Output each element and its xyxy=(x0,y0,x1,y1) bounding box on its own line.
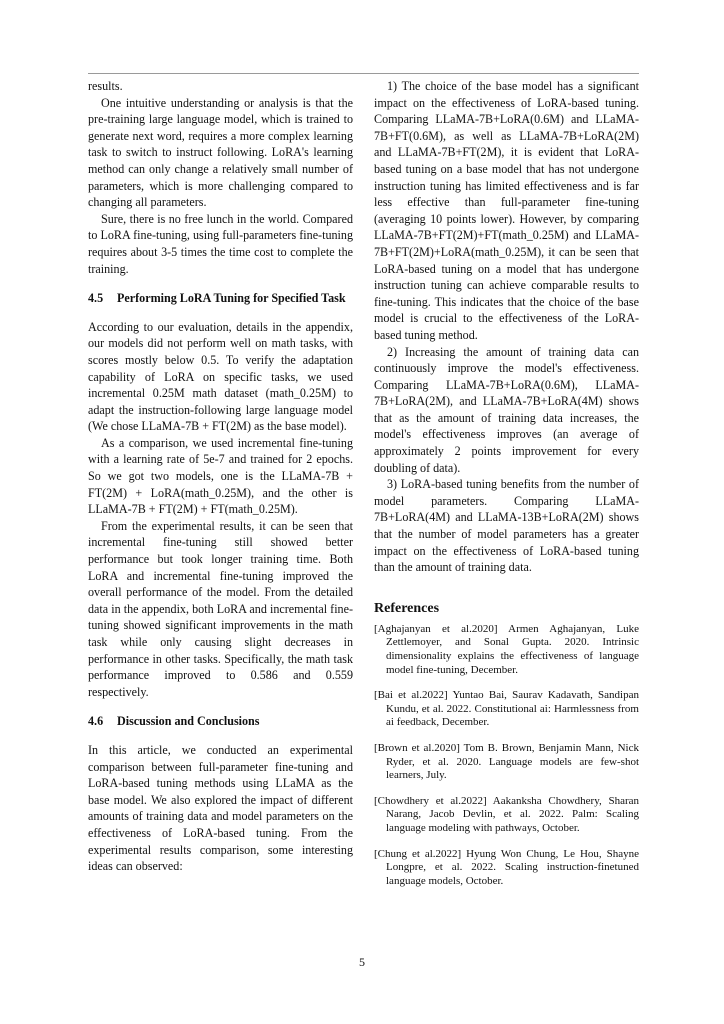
reference-item: [Brown et al.2020] Tom B. Brown, Benjamin Mann, Nick Ryder, et al. 2020. Language models are few-shot learners, July. xyxy=(374,741,639,782)
section-title: Performing LoRA Tuning for Specified Task xyxy=(117,291,346,306)
reference-item: [Aghajanyan et al.2020] Armen Aghajanyan, Luke Zettlemoyer, and Sonal Gupta. 2020. Intrinsic dimensionality explains the effectiveness of language model fine-tuning, December. xyxy=(374,622,639,676)
paragraph-evaluation: According to our evaluation, details in the appendix, our models did not perform well on math tasks, with scores mostly below 0.5. To verify the adaptation capability of LoRA on specific tasks, we used incremental 0.25M math dataset (math_0.25M) to adapt the instruction-following large language model (We chose LLaMA-7B + FT(2M) as the base model). xyxy=(88,319,353,434)
paragraph-finding-parameters: 3) LoRA-based tuning benefits from the number of model parameters. Comparing LLaMA-7B+LoRA(4M) and LLaMA-13B+LoRA(2M) shows that the number of model parameters has a greater impact on the effectiveness of LoRA-based tuning than the amount of training data. xyxy=(374,477,639,575)
section-4-6-heading xyxy=(88,713,353,730)
paragraph-free-lunch: Sure, there is no free lunch in the world. Compared to LoRA fine-tuning, using full-parameters fine-tuning requires about 3-5 times the time cost to complete the training. xyxy=(88,211,353,276)
header-rule xyxy=(88,73,639,74)
paragraph-comparison: As a comparison, we used incremental fine-tuning with a learning rate of 5e-7 and trained for 2 epochs. So we got two models, one is the LLaMA-7B + FT(2M) + LoRA(math_0.25M), and the other is LLaMA-7B + FT(2M) + FT(math_0.25M). xyxy=(88,435,353,517)
paragraph-conclusions-intro: In this article, we conducted an experimental comparison between full-parameter fine-tuning and LoRA-based tuning methods using LLaMA as the base model. We also explored the impact of different amounts of training data and model parameters on the effectiveness of LoRA-based tuning. From the experimental results comparison, some interesting ideas can observed: xyxy=(88,742,353,874)
section-number: 4.6 xyxy=(88,714,104,729)
reference-item: [Chowdhery et al.2022] Aakanksha Chowdhery, Sharan Narang, Jacob Devlin, et al. 2022. Palm: Scaling language modeling with pathways, October. xyxy=(374,794,639,834)
reference-item: [Chung et al.2022] Hyung Won Chung, Le Hou, Shayne Longpre, et al. 2022. Scaling instruction-finetuned language models, October. xyxy=(374,847,639,887)
paragraph-finding-base-model: 1) The choice of the base model has a significant impact on the effectiveness of LoRA-based tuning. Comparing LLaMA-7B+LoRA(0.6M) and LLaMA-7B+FT(0.6M), as well as LLaMA-7B+LoRA(2M) and LLaMA-7B+FT(2M), it is evident that LoRA-based tuning on a base model that has not undergone instruction tuning has limited effectiveness and is far less effective than full-parameter fine-tuning (averaging 10 points lower). However, by comparing LLaMA-7B+FT(2M)+FT(math_0.25M) and LLaMA-7B+FT(2M)+LoRA(math_0.25M), it can be seen that LoRA-based tuning on a model that has undergone instruction tuning can achieve comparable results to fine-tuning. This indicates that the choice of the base model is crucial to the effectiveness of the LoRA-based tuning method. xyxy=(374,79,639,342)
reference-item: [Bai et al.2022] Yuntao Bai, Saurav Kadavath, Sandipan Kundu, et al. 2022. Constitutional ai: Harmlessness from ai feedback, December. xyxy=(374,689,639,729)
section-4-5-heading xyxy=(88,290,353,307)
paragraph-experimental-results: From the experimental results, it can be seen that incremental fine-tuning still showed better performance but took longer training time. Both LoRA and incremental fine-tuning improved the overall performance of the model. From the detailed data in the appendix, both LoRA and incremental fine-tuning showed significant improvements in the math task while only causing slight decreases in performance in other tasks. Specifically, the math task performance improved to 0.586 and 0.559 respectively. xyxy=(88,518,353,699)
page-number: 5 xyxy=(359,955,365,969)
section-number: 4.5 xyxy=(88,291,104,306)
reference-list xyxy=(374,623,639,889)
paragraph-results: results. xyxy=(88,79,123,93)
paragraph-finding-training-data: 2) Increasing the amount of training data can continuously improve the model's effectiveness. Comparing LLaMA-7B+LoRA(0.6M), LLaMA-7B+LoRA(2M), and LLaMA-7B+LoRA(4M) shows that as the amount of training data increases, the model's effectiveness improves (an average of approximately 2 points improvement for every doubling of data). xyxy=(374,344,639,475)
left-column xyxy=(88,78,353,875)
right-column xyxy=(374,78,639,900)
section-title: Discussion and Conclusions xyxy=(117,714,260,729)
paragraph-intuitive-analysis: One intuitive understanding or analysis is that the pre-training large language model, which is trained to generate next word, requires a more complex learning task to switch to instruct following. LoRA's learning method can only change a relatively small number of parameters, which is more challenging compared to changing all parameters. xyxy=(88,95,353,210)
references-heading: References xyxy=(374,600,440,616)
